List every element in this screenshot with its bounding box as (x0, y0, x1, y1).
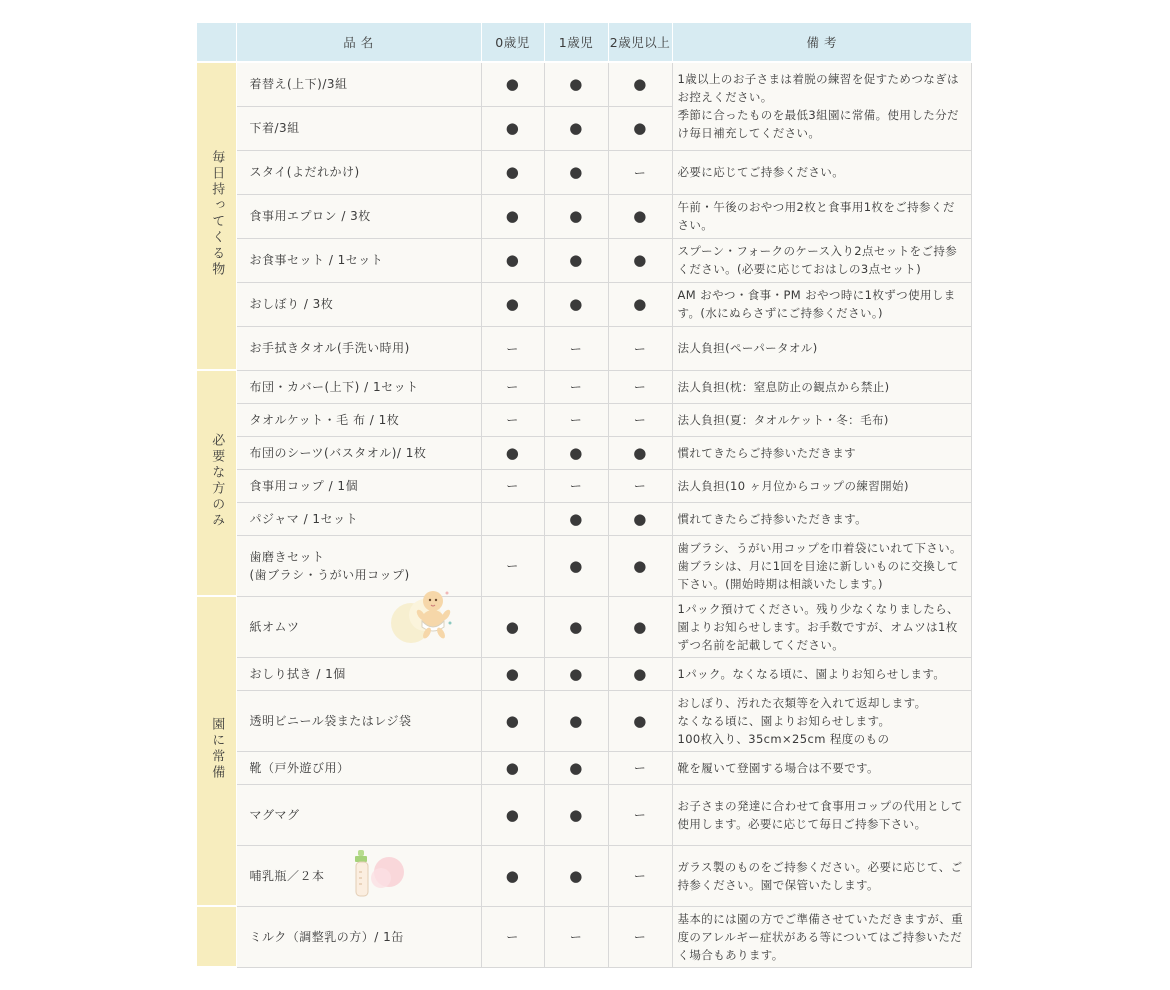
age-a2-cell (608, 282, 672, 326)
note-text: 法人負担(10 ヶ月位からコップの練習開始) (677, 478, 909, 493)
age-a1-cell (544, 150, 608, 194)
note-cell (672, 502, 971, 535)
item-name: おしり拭き / 1個 (249, 666, 346, 681)
item-name-cell (236, 194, 481, 238)
age-a0-cell (481, 282, 544, 326)
table-row (197, 502, 971, 535)
age2-header: 2歳児以上 (608, 23, 672, 62)
note-header: 備 考 (672, 23, 971, 62)
availability-mark: ー (633, 808, 647, 822)
note-cell (672, 845, 971, 906)
age-a0-cell (481, 370, 544, 403)
category-cell (197, 596, 236, 906)
note-text: 基本的には園の方でご準備させていただきますが、重度のアレルギー症状がある等についてはご持参いただく場合もあります。 (677, 911, 964, 962)
item-name-cell (236, 238, 481, 282)
availability-mark: ● (633, 556, 647, 575)
note-cell (672, 690, 971, 751)
availability-mark: ー (506, 341, 519, 356)
table-row (197, 845, 971, 906)
item-name: お食事セット / 1セット (249, 253, 384, 267)
availability-mark: ● (569, 805, 583, 824)
item-name: 布団・カバー(上下) / 1セット (249, 379, 419, 394)
age-a1-cell (544, 596, 608, 657)
availability-mark: ー (569, 930, 583, 944)
age-a1-cell (544, 106, 608, 150)
item-name: 歯磨きセット (歯ブラシ・うがい用コップ) (249, 549, 410, 582)
item-name-cell (236, 690, 481, 751)
availability-mark: ● (505, 207, 520, 225)
age-a0-cell (481, 845, 544, 906)
age-a0-cell (481, 106, 544, 150)
note-cell (672, 62, 971, 150)
category-label: 園に常備 (209, 716, 225, 781)
age-a1-cell (544, 469, 608, 502)
availability-mark: ● (505, 664, 520, 683)
availability-mark: ● (505, 805, 520, 824)
note-text: ガラス製のものをご持参ください。必要に応じて、ご持参ください。園で保管いたします。 (677, 859, 963, 892)
age-a0-cell (481, 238, 544, 282)
age-a0-cell (481, 596, 544, 657)
age-a2-cell (608, 751, 672, 784)
table-row (197, 751, 971, 784)
age-a2-cell (608, 784, 672, 845)
note-cell (672, 535, 971, 596)
note-text: 慣れてきたらご持参いただきます (677, 445, 856, 460)
item-name-cell (236, 657, 481, 690)
availability-mark: ● (633, 251, 647, 269)
age1-header: 1歳児 (544, 23, 608, 62)
age-a2-cell (608, 326, 672, 370)
age-a0-cell (481, 403, 544, 436)
item-name: タオルケット・毛 布 / 1枚 (249, 412, 400, 427)
availability-mark: ● (505, 443, 520, 462)
age-a0-cell (481, 751, 544, 784)
age-a0-cell (481, 62, 544, 106)
category-label: 必要な方のみ (209, 432, 225, 529)
age-a1-cell (544, 751, 608, 784)
category-header (197, 23, 236, 62)
age-a0-cell (481, 469, 544, 502)
availability-mark: ● (569, 207, 583, 225)
item-name: 着替え(上下)/3組 (249, 77, 348, 92)
table-row (197, 784, 971, 845)
availability-mark: ー (569, 341, 583, 356)
note-cell (672, 326, 971, 370)
table-row (197, 194, 971, 238)
availability-mark: ー (633, 479, 647, 493)
note-cell (672, 282, 971, 326)
availability-mark: ● (569, 119, 583, 137)
availability-mark: ● (505, 251, 520, 269)
availability-mark: ー (506, 413, 519, 427)
age-a2-cell (608, 194, 672, 238)
category-cell (197, 906, 236, 967)
age-a2-cell (608, 370, 672, 403)
table-row (197, 657, 971, 690)
note-text: お子さまの発達に合わせて食事用コップの代用として使用します。必要に応じて毎日ご持参下さい。 (677, 798, 963, 831)
table-row (197, 690, 971, 751)
age-a1-cell (544, 194, 608, 238)
table-row (197, 370, 971, 403)
note-text: 法人負担(枕：窒息防止の観点から禁止) (677, 379, 890, 394)
availability-mark: ● (569, 509, 583, 528)
table-row (197, 436, 971, 469)
note-cell (672, 657, 971, 690)
item-name-cell (236, 845, 481, 906)
note-text: AM おやつ・食事・PM おやつ時に1枚ずつ使用します。(水にぬらさずにご持参ください。) (677, 288, 956, 320)
item-name: 布団のシーツ(バスタオル)/ 1枚 (249, 445, 427, 460)
item-name: お手拭きタオル(手洗い時用) (249, 341, 410, 355)
note-cell (672, 238, 971, 282)
age-a1-cell (544, 657, 608, 690)
age-a2-cell (608, 535, 672, 596)
note-text: 法人負担(ペーパータオル) (677, 341, 818, 355)
availability-mark: ● (633, 75, 647, 94)
table-row (197, 906, 971, 967)
age-a2-cell (608, 403, 672, 436)
availability-mark: ● (633, 617, 647, 636)
item-name-cell (236, 596, 481, 657)
availability-mark: ー (506, 930, 519, 944)
age-a0-cell (481, 906, 544, 967)
age-a2-cell (608, 657, 672, 690)
item-name-cell (236, 106, 481, 150)
item-name: パジャマ / 1セット (249, 511, 359, 526)
item-name: 食事用コップ / 1個 (249, 478, 359, 493)
availability-mark: ー (633, 761, 647, 775)
age-a1-cell (544, 238, 608, 282)
note-text: おしぼり、汚れた衣類等を入れて返却します。 なくなる頃に、園よりお知らせします。 100枚入り、35cm×25cm 程度のもの (677, 695, 927, 746)
availability-mark: ● (505, 866, 520, 885)
item-name: スタイ(よだれかけ) (249, 165, 360, 179)
note-cell (672, 436, 971, 469)
item-name-cell (236, 403, 481, 436)
note-cell (672, 194, 971, 238)
availability-mark: ● (569, 443, 583, 462)
availability-mark: ● (569, 758, 583, 777)
availability-mark: ● (569, 617, 583, 636)
age-a1-cell (544, 403, 608, 436)
note-text: 慣れてきたらご持参いただきます。 (677, 511, 867, 526)
category-cell (197, 370, 236, 596)
item-name-cell (236, 326, 481, 370)
availability-mark: ● (569, 163, 583, 181)
age-a1-cell (544, 370, 608, 403)
item-name-cell (236, 282, 481, 326)
availability-mark: ● (633, 295, 647, 313)
age-a2-cell (608, 106, 672, 150)
age-a2-cell (608, 62, 672, 106)
note-text: 靴を履いて登園する場合は不要です。 (677, 760, 879, 775)
availability-mark: ー (506, 479, 519, 493)
table-row (197, 403, 971, 436)
age-a0-cell (481, 326, 544, 370)
age-a2-cell (608, 238, 672, 282)
age-a0-cell (481, 436, 544, 469)
availability-mark: ー (633, 930, 647, 944)
availability-mark: ● (633, 443, 647, 462)
table-row (197, 469, 971, 502)
item-name: 下着/3組 (249, 121, 300, 135)
availability-mark: ー (633, 165, 647, 180)
age-a1-cell (544, 282, 608, 326)
age-a1-cell (544, 326, 608, 370)
age-a2-cell (608, 469, 672, 502)
availability-mark: ● (569, 664, 583, 683)
age0-header: 0歳児 (481, 23, 544, 62)
table-header-row (197, 23, 971, 62)
age-a2-cell (608, 906, 672, 967)
availability-mark: ● (505, 711, 520, 730)
note-text: 歯ブラシ、うがい用コップを巾着袋にいれて下さい。歯ブラシは、月に1回を目途に新しいものに交換して下さい。(開始時期は相談いたします。) (677, 540, 962, 591)
table-row (197, 596, 971, 657)
availability-mark: ● (633, 711, 647, 730)
age-a0-cell (481, 502, 544, 535)
availability-mark: ● (569, 556, 583, 575)
note-cell (672, 596, 971, 657)
availability-mark: ● (505, 75, 520, 94)
note-cell (672, 370, 971, 403)
availability-mark: ● (633, 509, 647, 528)
item-name-cell (236, 502, 481, 535)
availability-mark: ー (569, 413, 583, 427)
item-name: 哺乳瓶／２本 (249, 868, 325, 883)
availability-mark: ● (505, 295, 520, 313)
availability-mark: ● (569, 295, 583, 313)
note-cell (672, 150, 971, 194)
age-a2-cell (608, 502, 672, 535)
availability-mark: ● (569, 75, 583, 94)
baby-bottle-icon (353, 848, 411, 904)
availability-mark: ー (633, 341, 647, 356)
note-text: 午前・午後のおやつ用2枚と食事用1枚をご持参ください。 (677, 200, 955, 232)
age-a1-cell (544, 784, 608, 845)
table-row (197, 150, 971, 194)
age-a0-cell (481, 535, 544, 596)
item-name: 靴（戸外遊び用） (249, 760, 350, 775)
availability-mark: ー (569, 380, 583, 394)
availability-mark: ● (505, 163, 520, 181)
note-text: 法人負担(夏：タオルケット・冬：毛布) (677, 412, 889, 427)
availability-mark: ● (633, 664, 647, 683)
category-cell (197, 62, 236, 370)
age-a2-cell (608, 690, 672, 751)
age-a1-cell (544, 535, 608, 596)
age-a2-cell (608, 150, 672, 194)
age-a0-cell (481, 150, 544, 194)
availability-mark: ー (506, 559, 519, 573)
availability-mark: ● (569, 866, 583, 885)
availability-mark: ー (633, 380, 647, 394)
availability-mark: ー (569, 479, 583, 493)
supply-list-table (197, 23, 972, 968)
availability-mark: ● (633, 119, 647, 137)
age-a2-cell (608, 596, 672, 657)
item-name-cell (236, 436, 481, 469)
item-name-cell (236, 784, 481, 845)
item-name: ミルク（調整乳の方）/ 1缶 (249, 929, 404, 944)
note-cell (672, 469, 971, 502)
note-cell (672, 751, 971, 784)
age-a0-cell (481, 194, 544, 238)
baby-illustration-icon (389, 585, 469, 647)
availability-mark: ● (505, 617, 520, 636)
table-row (197, 282, 971, 326)
availability-mark: ● (633, 207, 647, 225)
item-name-cell (236, 751, 481, 784)
note-text: 1パック預けてください。残り少なくなりましたら、園よりお知らせします。お手数ですが、オムツは1枚ずつ名前を記載してください。 (677, 601, 959, 652)
age-a2-cell (608, 436, 672, 469)
note-text: 必要に応じてご持参ください。 (677, 165, 845, 179)
item-name: 食事用エプロン / 3枚 (249, 209, 371, 223)
age-a1-cell (544, 436, 608, 469)
age-a0-cell (481, 784, 544, 845)
note-text: 1パック。なくなる頃に、園よりお知らせします。 (677, 666, 946, 681)
availability-mark: ー (633, 869, 647, 883)
item-name-header: 品 名 (236, 23, 481, 62)
note-cell (672, 403, 971, 436)
age-a1-cell (544, 845, 608, 906)
note-text: スプーン・フォークのケース入り2点セットをご持参ください。(必要に応じておはしの3点セット) (677, 244, 958, 276)
item-name-cell (236, 469, 481, 502)
availability-mark: ● (569, 251, 583, 269)
availability-mark: ● (569, 711, 583, 730)
item-name: 紙オムツ (249, 619, 300, 634)
item-name: おしぼり / 3枚 (249, 297, 334, 311)
item-name-cell (236, 906, 481, 967)
availability-mark: ー (633, 413, 647, 427)
availability-mark: ー (506, 380, 519, 394)
note-cell (672, 906, 971, 967)
table-row (197, 326, 971, 370)
item-name-cell (236, 150, 481, 194)
age-a1-cell (544, 906, 608, 967)
availability-mark: ● (505, 758, 520, 777)
category-label: 毎日持ってくる物 (209, 149, 225, 278)
table-row (197, 238, 971, 282)
age-a0-cell (481, 690, 544, 751)
table-row (197, 535, 971, 596)
item-name-cell (236, 62, 481, 106)
item-name: マグマグ (249, 807, 300, 822)
age-a0-cell (481, 657, 544, 690)
availability-mark: ● (505, 119, 520, 137)
item-name: 透明ビニール袋またはレジ袋 (249, 713, 412, 728)
age-a1-cell (544, 502, 608, 535)
note-cell (672, 784, 971, 845)
age-a2-cell (608, 845, 672, 906)
table-row (197, 62, 971, 106)
item-name-cell (236, 370, 481, 403)
age-a1-cell (544, 690, 608, 751)
age-a1-cell (544, 62, 608, 106)
note-text: 1歳以上のお子さまは着脱の練習を促すためつなぎはお控えください。 季節に合ったものを最低3組園に常備。使用した分だけ毎日補充してください。 (677, 72, 959, 141)
